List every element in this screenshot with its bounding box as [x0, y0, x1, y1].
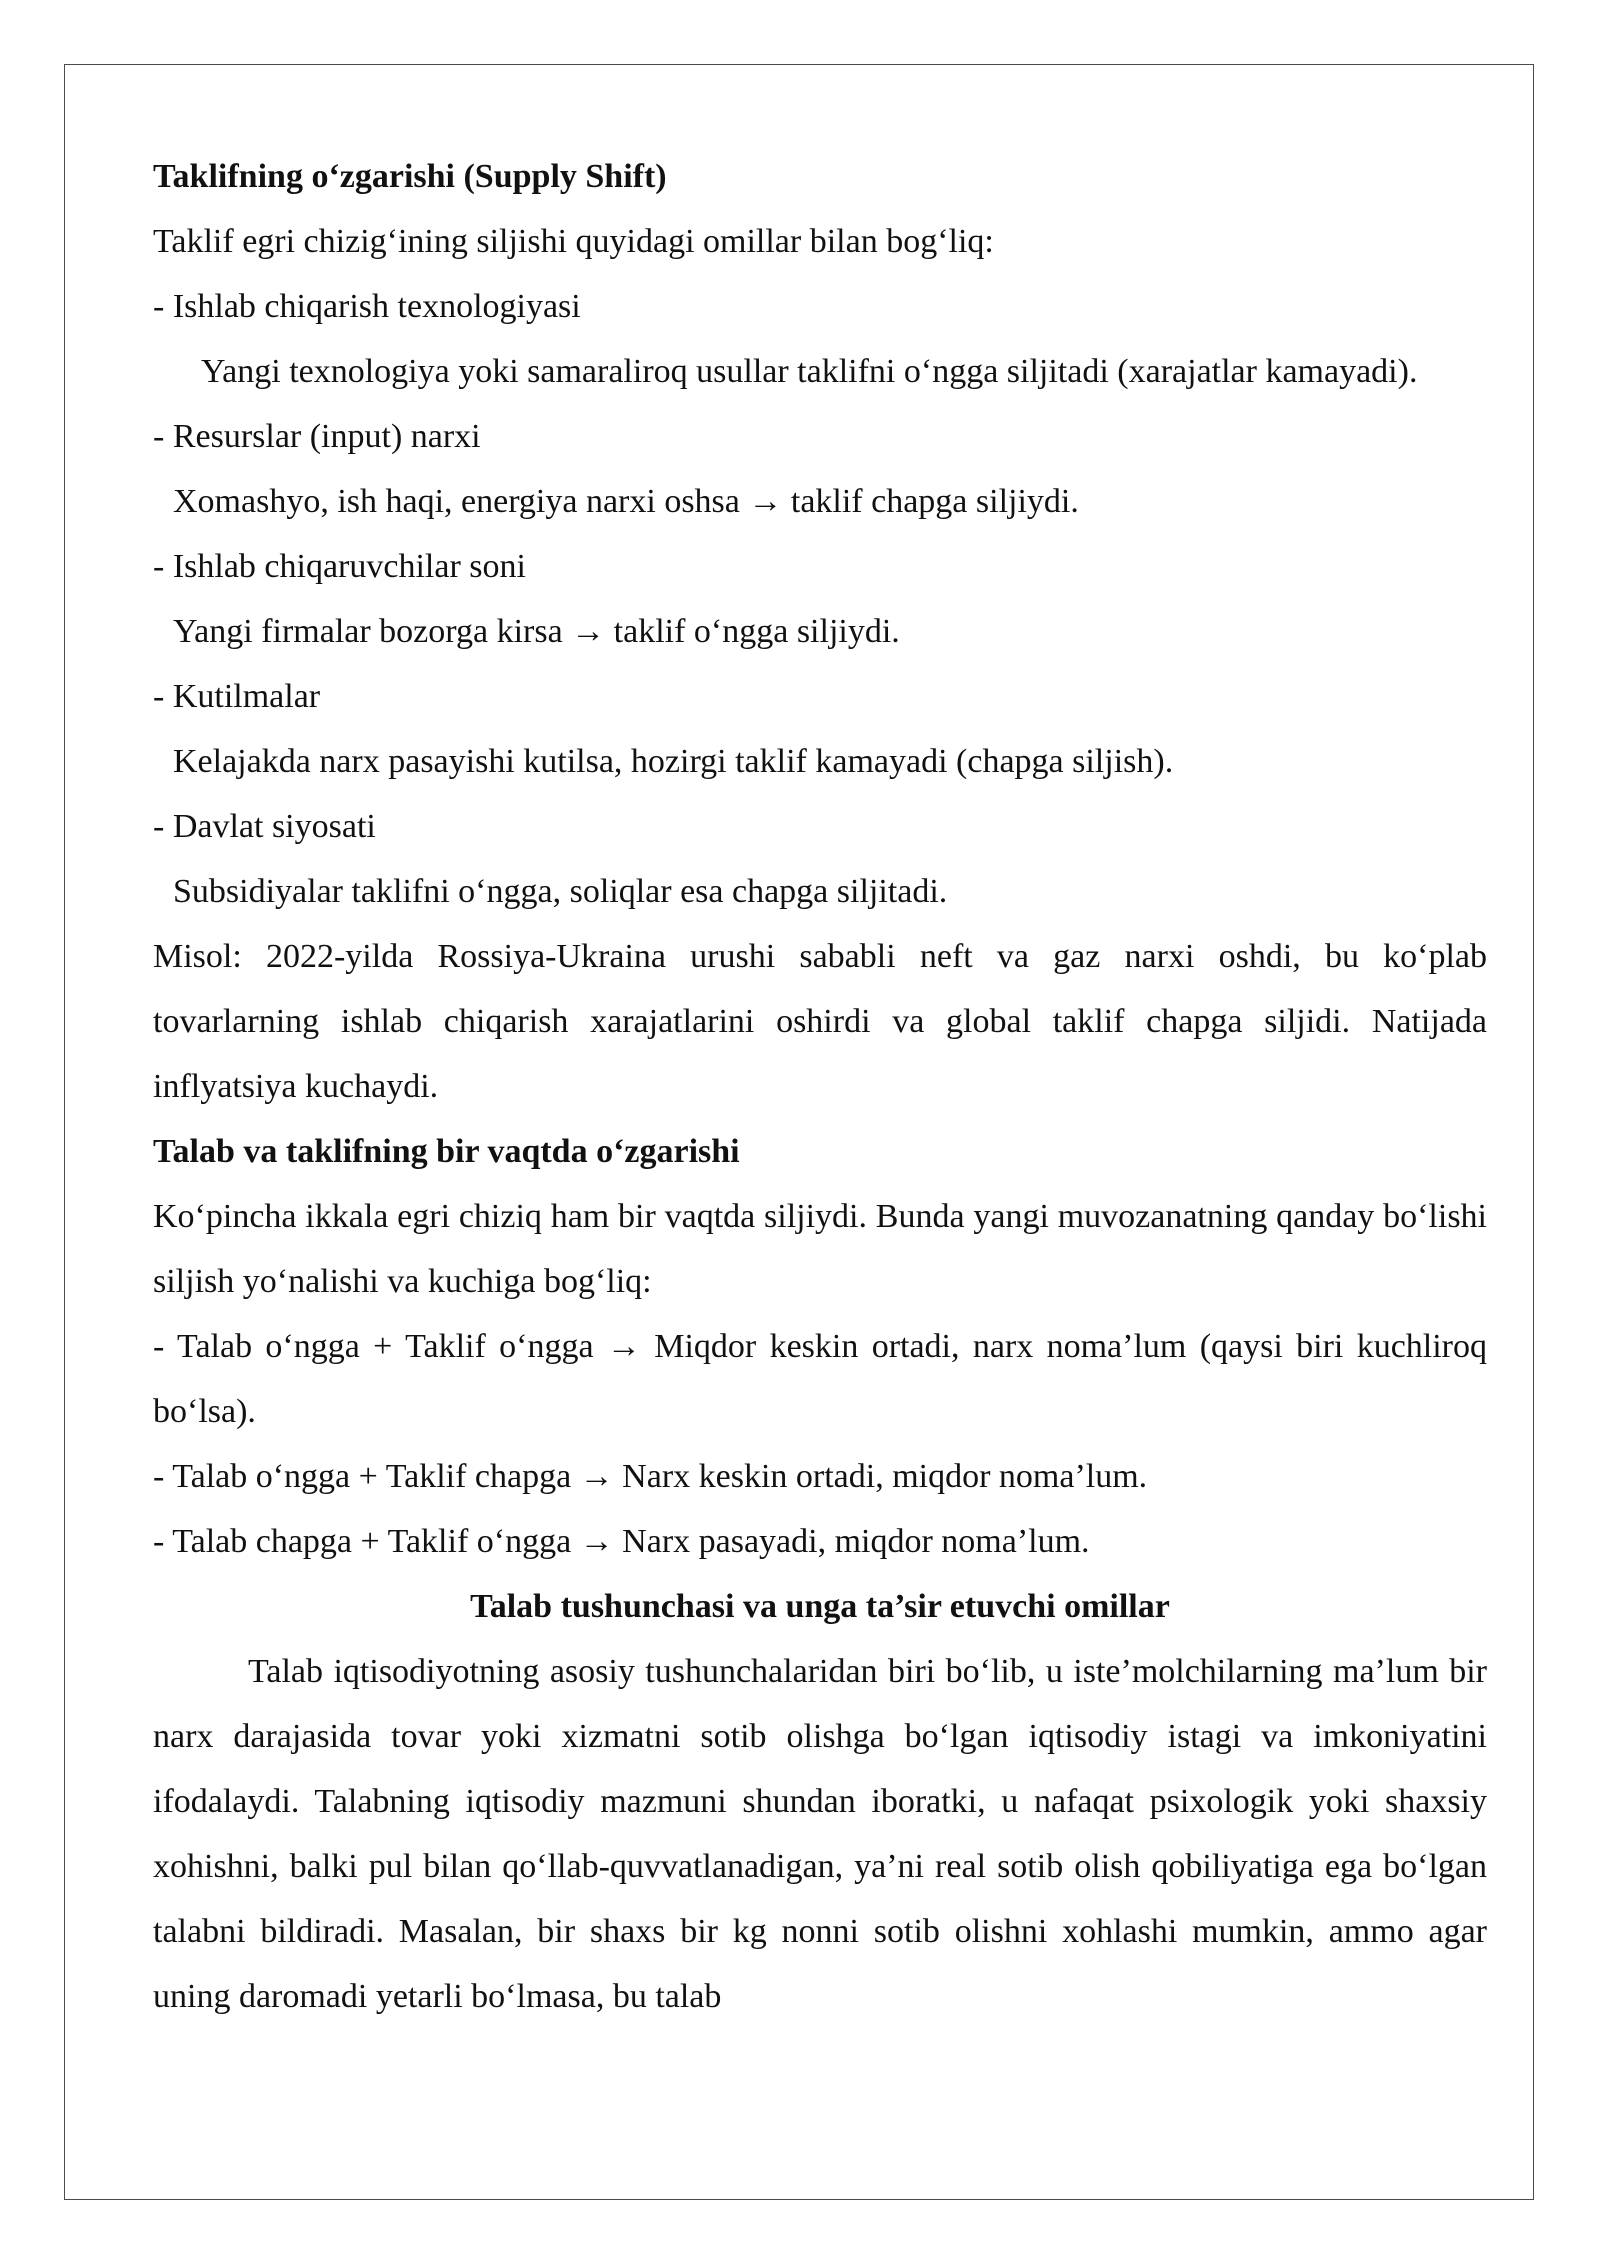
intro-simultaneous-change: Ko‘pincha ikkala egri chiziq ham bir vaqtda siljiydi. Bunda yangi muvozanatning qanday bo‘lishi siljish yo‘nalishi va kuchiga bog‘liq:: [153, 1198, 1487, 1300]
factor-description: Yangi texnologiya yoki samaraliroq usullar taklifni o‘ngga siljitadi (xarajatlar kamayadi).: [201, 353, 1418, 390]
factor-description: Subsidiyalar taklifni o‘ngga, soliqlar esa chapga siljitadi.: [173, 873, 948, 910]
document-body: [153, 144, 1487, 2029]
factor-title: - Resurslar (input) narxi: [153, 418, 481, 455]
factor-title: - Davlat siyosati: [153, 808, 376, 845]
factor-title: - Ishlab chiqarish texnologiyasi: [153, 288, 581, 325]
case-item: - Talab chapga + Taklif o‘ngga → Narx pasayadi, miqdor noma’lum.: [153, 1523, 1090, 1560]
demand-paragraph: Talab iqtisodiyotning asosiy tushunchalaridan biri bo‘lib, u iste’molchilarning ma’lum bir narx darajasida tovar yoki xizmatni sotib olishga bo‘lgan iqtisodiy istagi va imkoniyatini ifodalaydi. Talabning iqtisodiy mazmuni shundan iboratki, u nafaqat psixologik yoki shaxsiy xohishni, balki pul bilan qo‘llab-quvvatlanadigan, ya’ni real sotib olish qobiliyatiga ega bo‘lgan talabni bildiradi. Masalan, bir shaxs bir kg nonni sotib olishni xohlashi mumkin, ammo agar uning daromadi yetarli bo‘lmasa, bu talab: [153, 1653, 1487, 2015]
factor-description: Xomashyo, ish haqi, energiya narxi oshsa → taklif chapga siljiydi.: [173, 483, 1079, 520]
factor-description: Yangi firmalar bozorga kirsa → taklif o‘ngga siljiydi.: [173, 613, 900, 650]
case-item: - Talab o‘ngga + Taklif chapga → Narx keskin ortadi, miqdor noma’lum.: [153, 1458, 1148, 1495]
heading-supply-shift: Taklifning o‘zgarishi (Supply Shift): [153, 158, 667, 195]
factor-title: - Ishlab chiqaruvchilar soni: [153, 548, 526, 585]
case-item: - Talab o‘ngga + Taklif o‘ngga → Miqdor keskin ortadi, narx noma’lum (qaysi biri kuchliroq bo‘lsa).: [153, 1328, 1487, 1430]
factor-description: Kelajakda narx pasayishi kutilsa, hozirgi taklif kamayadi (chapga siljish).: [173, 743, 1174, 780]
heading-simultaneous-change: Talab va taklifning bir vaqtda o‘zgarishi: [153, 1133, 740, 1170]
heading-demand: Talab tushunchasi va unga ta’sir etuvchi omillar: [470, 1588, 1170, 1625]
example-paragraph: Misol: 2022-yilda Rossiya-Ukraina urushi sababli neft va gaz narxi oshdi, bu ko‘plab tovarlarning ishlab chiqarish xarajatlarini oshirdi va global taklif chapga siljidi. Natijada inflyatsiya kuchaydi.: [153, 938, 1487, 1105]
intro-supply-shift: Taklif egri chizig‘ining siljishi quyidagi omillar bilan bog‘liq:: [153, 223, 994, 260]
factor-title: - Kutilmalar: [153, 678, 321, 715]
